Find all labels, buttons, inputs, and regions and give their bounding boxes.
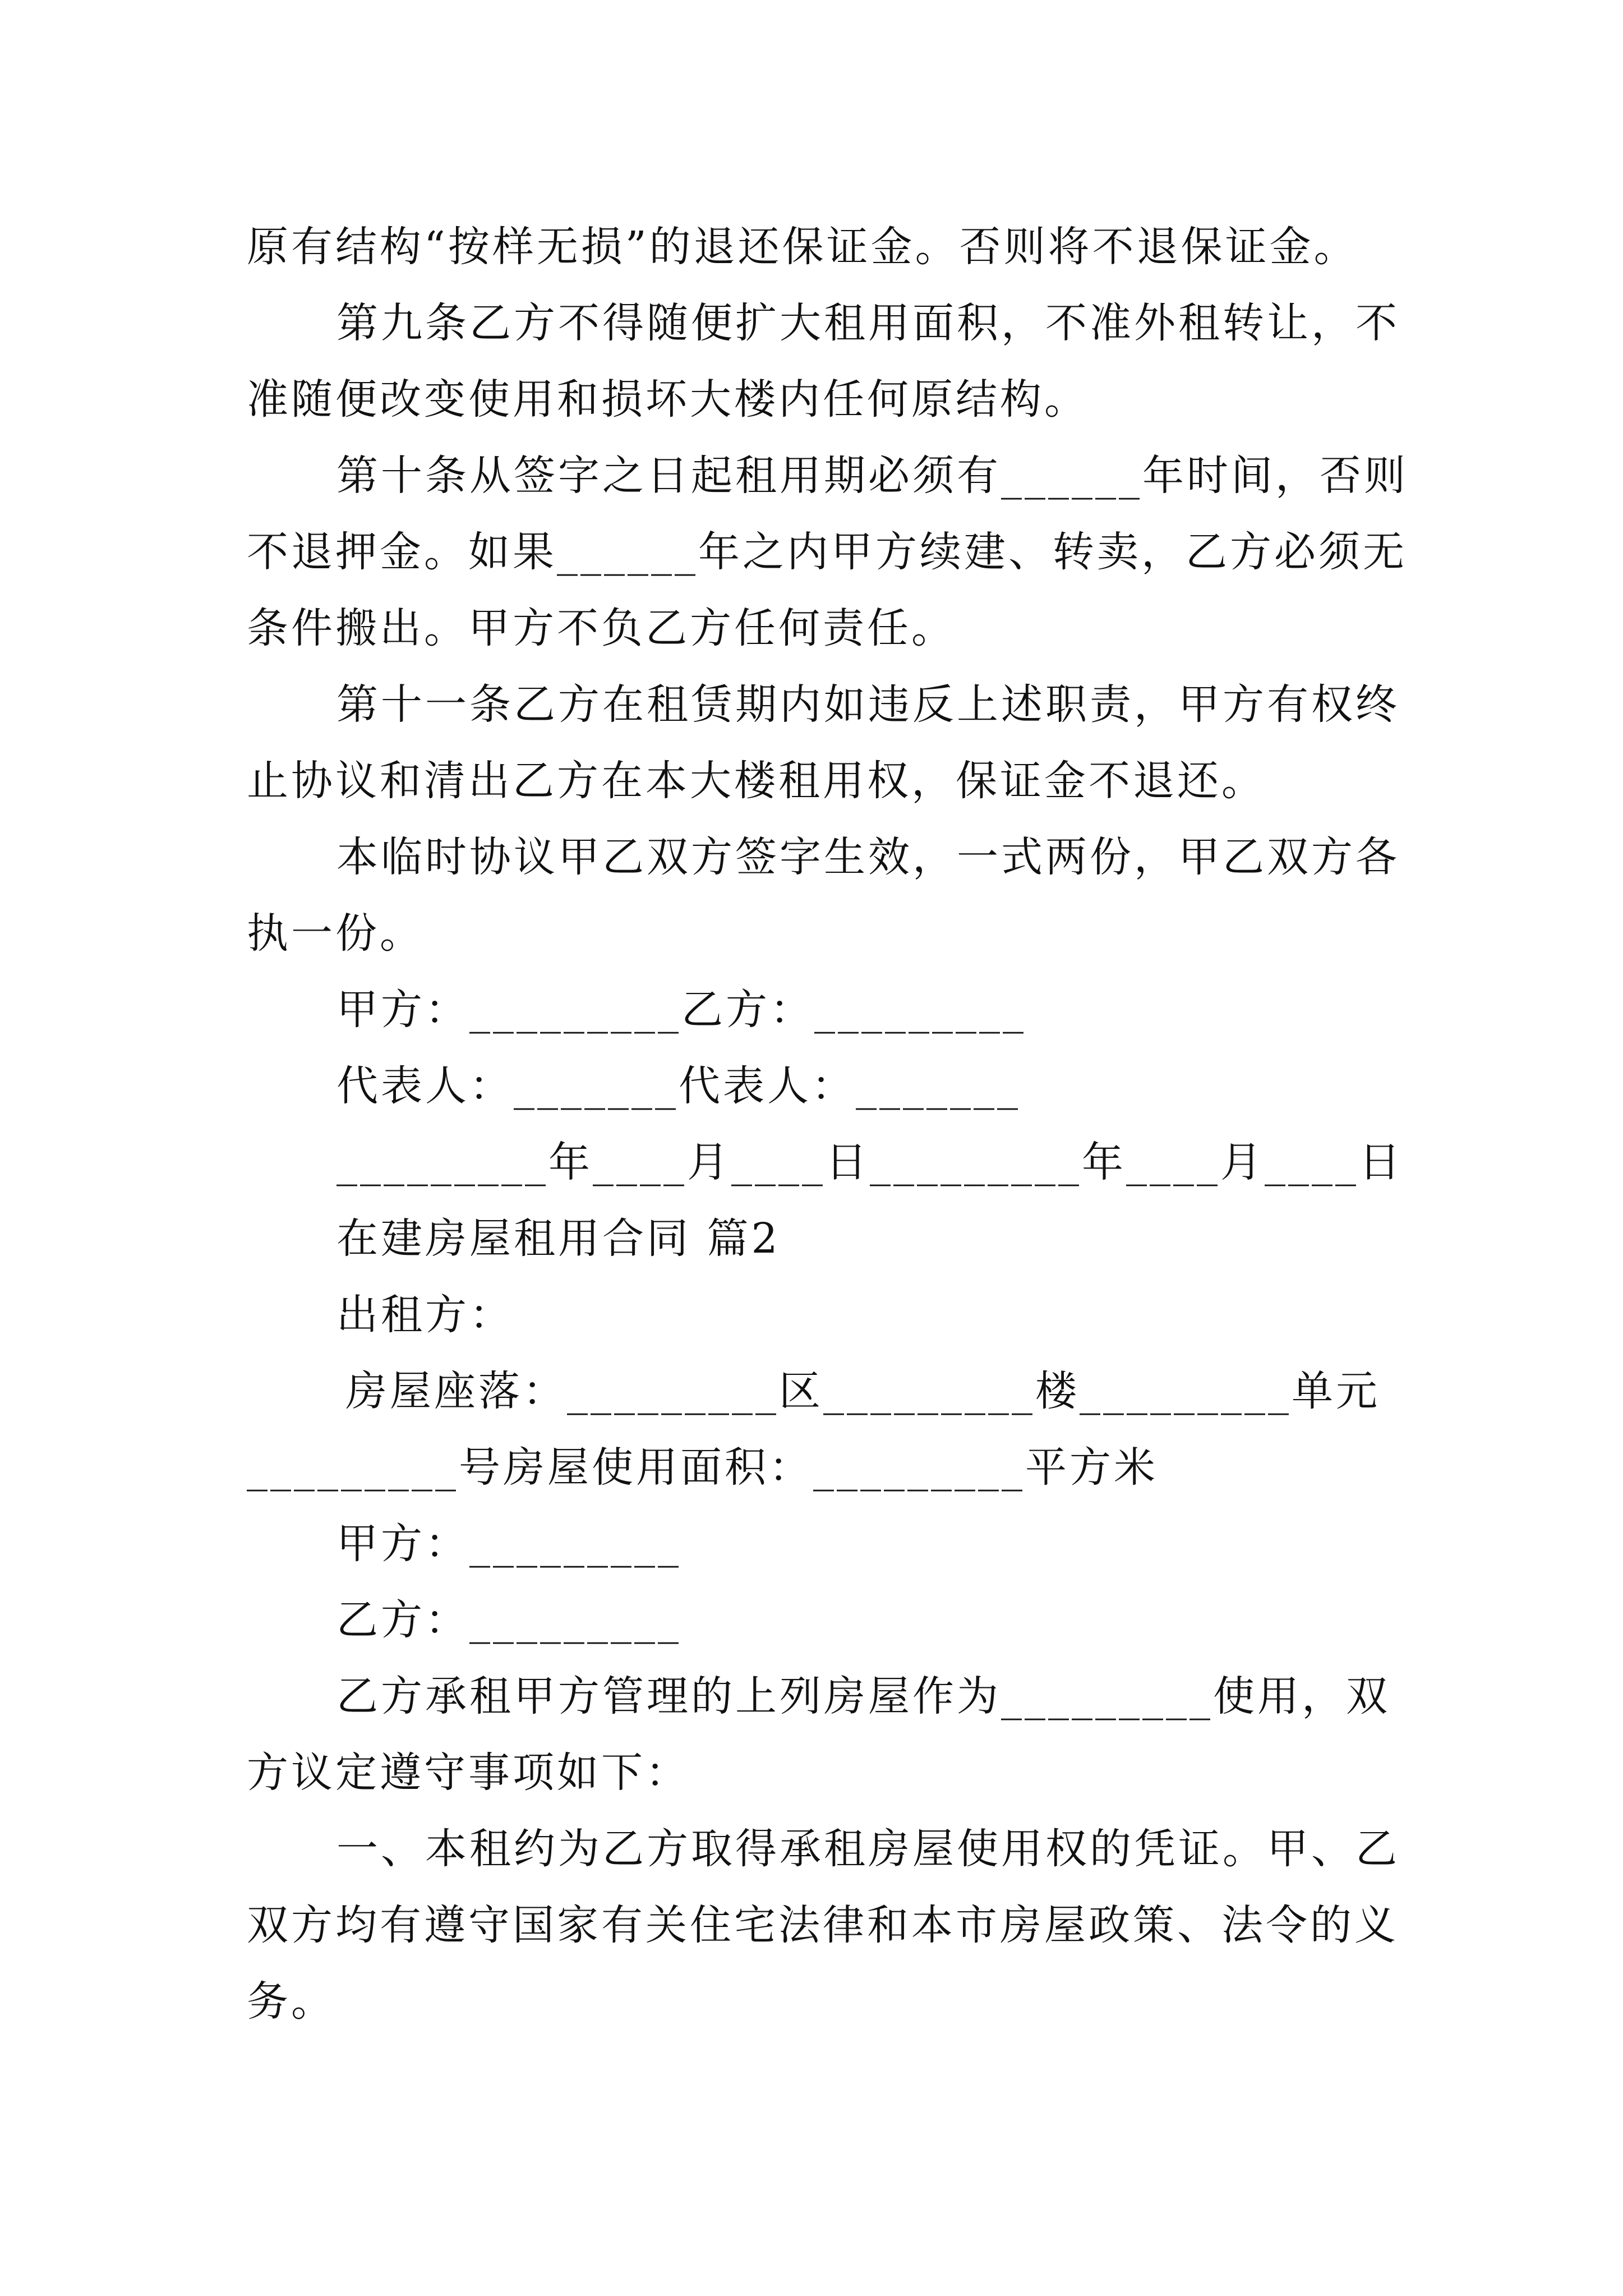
property-location-line: 房屋座落：_________区_________楼_________单元 xyxy=(345,1367,1380,1415)
lease-clause-1-line: 一、本租约为乙方取得承租房屋使用权的凭证。甲、乙 xyxy=(336,1825,1400,1873)
paragraph-line: 条件搬出。甲方不负乙方任何责任。 xyxy=(247,604,956,652)
clause-11-line: 第十一条乙方在租赁期内如违反上述职责，甲方有权终 xyxy=(336,680,1400,729)
clause-10-line: 第十条从签字之日起租用期必须有______年时间，否则 xyxy=(336,452,1408,500)
section-heading: 在建房屋租用合同 篇2 xyxy=(336,1214,781,1263)
property-area-line: _________号房屋使用面积：_________平方米 xyxy=(247,1443,1158,1492)
signature-date-line: _________年____月____日_________年____月____日 xyxy=(336,1138,1403,1186)
paragraph-line: 不退押金。如果______年之内甲方续建、转卖，乙方必须无 xyxy=(247,528,1407,576)
signature-representative-line: 代表人：_______代表人：_______ xyxy=(336,1062,1021,1110)
paragraph-line: 双方均有遵守国家有关住宅法律和本市房屋政策、法令的义 xyxy=(247,1901,1399,1949)
paragraph-line: 务。 xyxy=(247,1977,335,2026)
lessor-line: 出租方： xyxy=(336,1291,514,1339)
party-b-line: 乙方：_________ xyxy=(336,1596,681,1644)
agreement-effect-line: 本临时协议甲乙双方签字生效，一式两份，甲乙双方各 xyxy=(336,833,1400,881)
usage-line: 乙方承租甲方管理的上列房屋作为_________使用，双 xyxy=(336,1672,1390,1720)
paragraph-line: 原有结构“按样无损”的退还保证金。否则将不退保证金。 xyxy=(247,223,1358,271)
paragraph-line: 执一份。 xyxy=(247,909,424,958)
clause-9-line: 第九条乙方不得随便扩大租用面积，不准外租转让，不 xyxy=(336,299,1400,347)
paragraph-line: 准随便改变使用和损坏大楼内任何原结构。 xyxy=(247,375,1089,424)
signature-party-line: 甲方：_________乙方：_________ xyxy=(336,986,1026,1034)
paragraph-line: 止协议和清出乙方在本大楼租用权，保证金不退还。 xyxy=(247,757,1266,805)
party-a-line: 甲方：_________ xyxy=(336,1520,681,1568)
paragraph-line: 方议定遵守事项如下： xyxy=(247,1749,690,1797)
